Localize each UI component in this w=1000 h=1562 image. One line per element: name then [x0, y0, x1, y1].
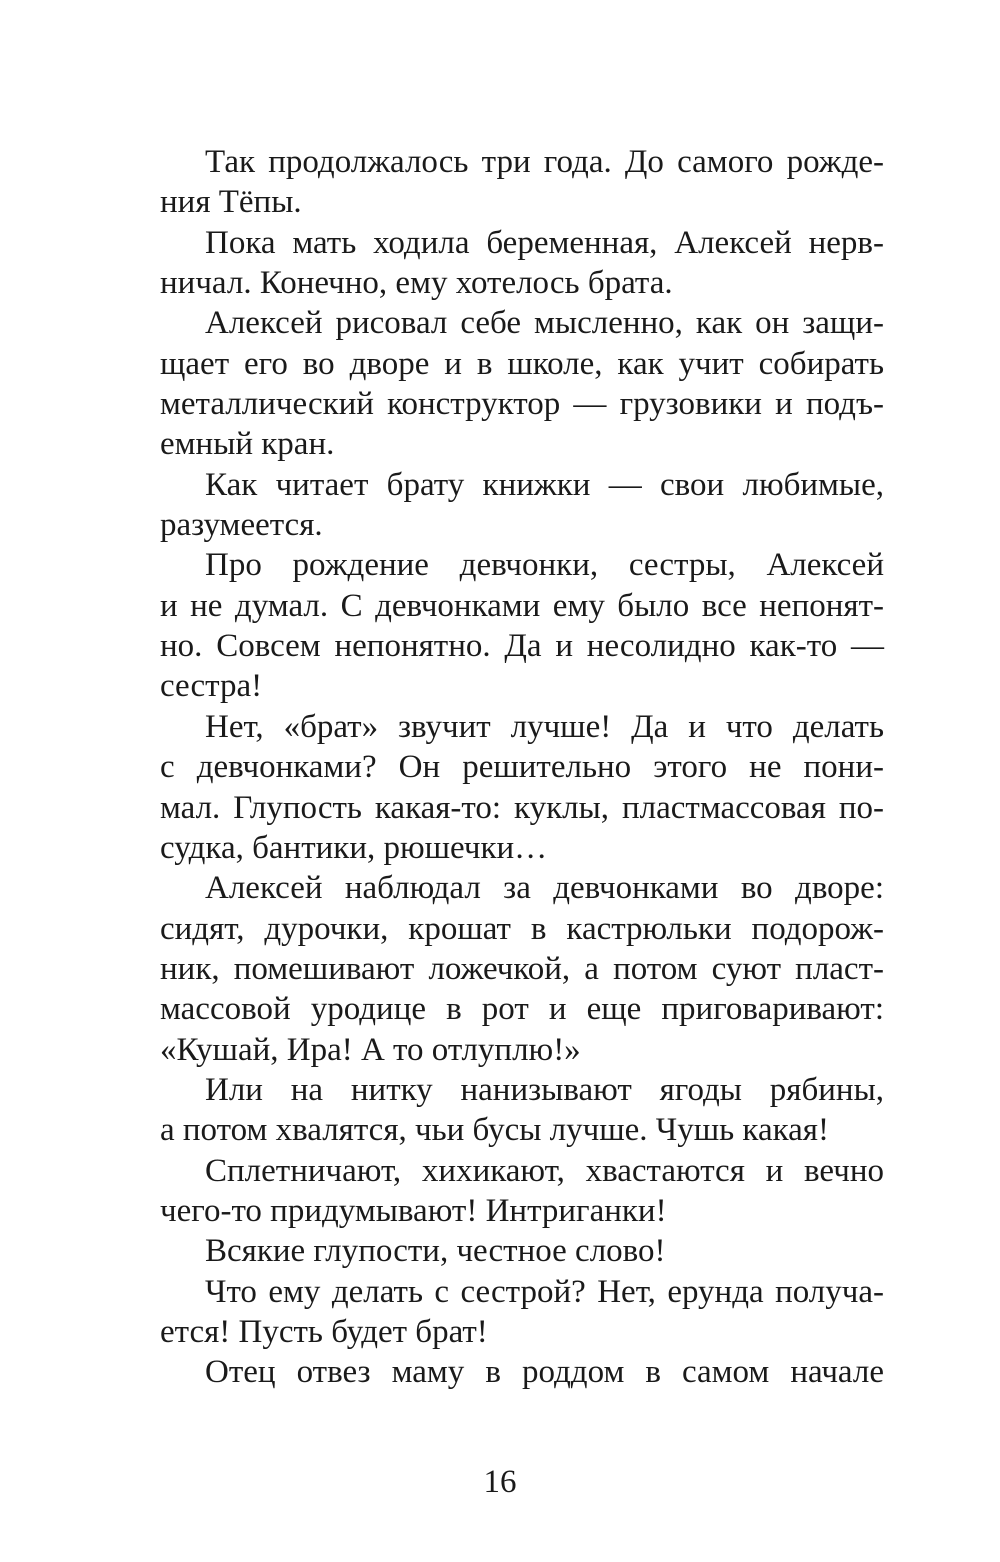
text-line: чего-то придумывают! Интриганки! [160, 1192, 667, 1229]
text-line: Алексей наблюдал за девчонками во дворе: [205, 870, 884, 907]
body-text [160, 142, 884, 1393]
text-line: Что ему делать с сестрой? Нет, ерунда получа- [205, 1273, 884, 1310]
text-line: Про рождение девчонки, сестры, Алексей [205, 547, 884, 584]
text-line: и не думал. С девчонками ему было все непонят- [160, 587, 884, 624]
text-line: мал. Глупость какая-то: куклы, пластмассовая по- [160, 789, 884, 826]
text-line: «Кушай, Ира! А то отлуплю!» [160, 1031, 581, 1068]
paragraph [160, 142, 884, 223]
text-line: ния Тёпы. [160, 184, 302, 221]
text-line: Всякие глупости, честное слово! [205, 1233, 666, 1270]
paragraph [160, 1352, 884, 1392]
paragraph [160, 1272, 884, 1353]
text-line: емный кран. [160, 426, 335, 463]
text-line: Нет, «брат» звучит лучше! Да и что делать [205, 708, 884, 745]
text-line: но. Совсем непонятно. Да и несолидно как-то — [160, 628, 884, 665]
text-line: Или на нитку нанизывают ягоды рябины, [205, 1071, 884, 1108]
page-number: 16 [483, 1464, 517, 1500]
text-line: Пока мать ходила беременная, Алексей нерв- [205, 224, 884, 261]
text-line: щает его во дворе и в школе, как учит собирать [160, 345, 884, 382]
text-line: металлический конструктор — грузовики и подъ- [160, 386, 884, 423]
text-line: массовой уродице в рот и еще приговаривают: [160, 991, 884, 1028]
text-line: с девчонками? Он решительно этого не пони- [160, 749, 884, 786]
paragraph [160, 1151, 884, 1232]
paragraph [160, 868, 884, 1070]
text-line: судка, бантики, рюшечки… [160, 829, 548, 866]
text-line: Сплетничают, хихикают, хвастаются и вечно [205, 1152, 884, 1189]
text-line: ется! Пусть будет брат! [160, 1313, 488, 1350]
paragraph [160, 545, 884, 706]
paragraph [160, 465, 884, 546]
text-line: Отец отвез маму в роддом в самом начале [205, 1354, 884, 1391]
text-line: ник, помешивают ложечкой, а потом суют пласт- [160, 950, 884, 987]
paragraph [160, 303, 884, 464]
text-line: разумеется. [160, 507, 323, 544]
text-line: Так продолжалось три года. До самого рожде- [205, 144, 884, 180]
text-line: Как читает брату книжки — свои любимые, [205, 466, 884, 503]
paragraph [160, 707, 884, 868]
text-line: а потом хвалятся, чьи бусы лучше. Чушь какая! [160, 1112, 829, 1149]
paragraph [160, 223, 884, 304]
text-line: ничал. Конечно, ему хотелось брата. [160, 265, 673, 302]
paragraph [160, 1231, 884, 1271]
paragraph [160, 1070, 884, 1151]
text-line: сестра! [160, 668, 263, 705]
text-line: сидят, дурочки, крошат в кастрюльки подорож- [160, 910, 884, 947]
text-line: Алексей рисовал себе мысленно, как он защи- [205, 305, 884, 342]
